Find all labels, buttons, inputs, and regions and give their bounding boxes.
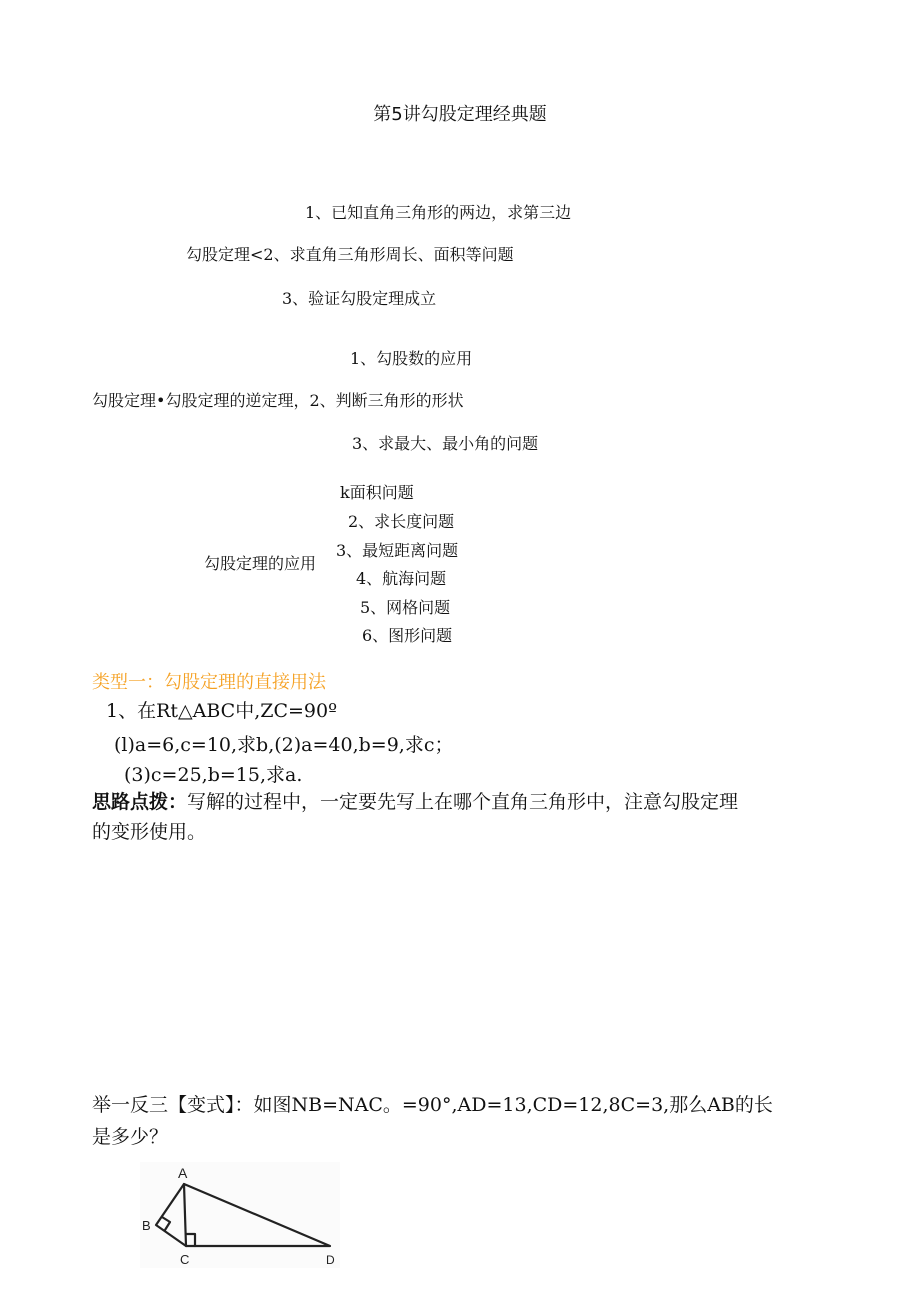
question-1-parts-b: (3)c=25,b=15,求a. <box>124 764 303 786</box>
outline3-item: 4、航海问题 <box>356 569 447 588</box>
outline1-item1: 1、已知直角三角形的两边，求第三边 <box>305 203 572 222</box>
outline2-root: 勾股定理•勾股定理的逆定理，2、判断三角形的形状 <box>92 391 464 410</box>
hint-line1 <box>92 787 738 814</box>
outline2-item3: 3、求最大、最小角的问题 <box>352 434 539 453</box>
outline2-item1: 1、勾股数的应用 <box>350 349 473 368</box>
variant-line1: 举一反三【变式】：如图NB=NAC。=90°,AD=13,CD=12,8C=3,那么AB的长 <box>92 1094 773 1116</box>
label-d: D <box>326 1253 335 1267</box>
question-1-parts-a: (l)a=6,c=10,求b,(2)a=40,b=9,求c； <box>114 734 454 756</box>
outline3-root: 勾股定理的应用 <box>204 554 317 573</box>
triangle-figure <box>140 1162 340 1268</box>
label-b: B <box>142 1218 151 1233</box>
outline1-root: 勾股定理<2、求直角三角形周长、面积等问题 <box>186 245 514 264</box>
outline3-item: 5、网格问题 <box>360 598 451 617</box>
label-a: A <box>178 1165 188 1181</box>
outline3-item: 2、求长度问题 <box>348 512 455 531</box>
outline3-item: 6、图形问题 <box>362 626 453 645</box>
outline1-item3: 3、验证勾股定理成立 <box>282 289 437 308</box>
label-c: C <box>180 1252 190 1267</box>
outline3-item: k面积问题 <box>340 483 414 502</box>
hint-line2: 的变形使用。 <box>92 821 207 843</box>
page-title: 第5讲勾股定理经典题 <box>373 104 547 125</box>
outline3-item: 3、最短距离问题 <box>336 541 459 560</box>
section-heading: 类型一：勾股定理的直接用法 <box>92 672 326 693</box>
geometry-figure <box>140 1162 340 1268</box>
hint-text: 写解的过程中，一定要先写上在哪个直角三角形中，注意勾股定理 <box>187 791 739 813</box>
question-1: 1、在Rt△ABC中,ZC=90º <box>106 700 338 722</box>
figure-background <box>140 1162 340 1268</box>
hint-label: 思路点拨： <box>92 791 188 813</box>
variant-line2: 是多少？ <box>92 1126 169 1148</box>
